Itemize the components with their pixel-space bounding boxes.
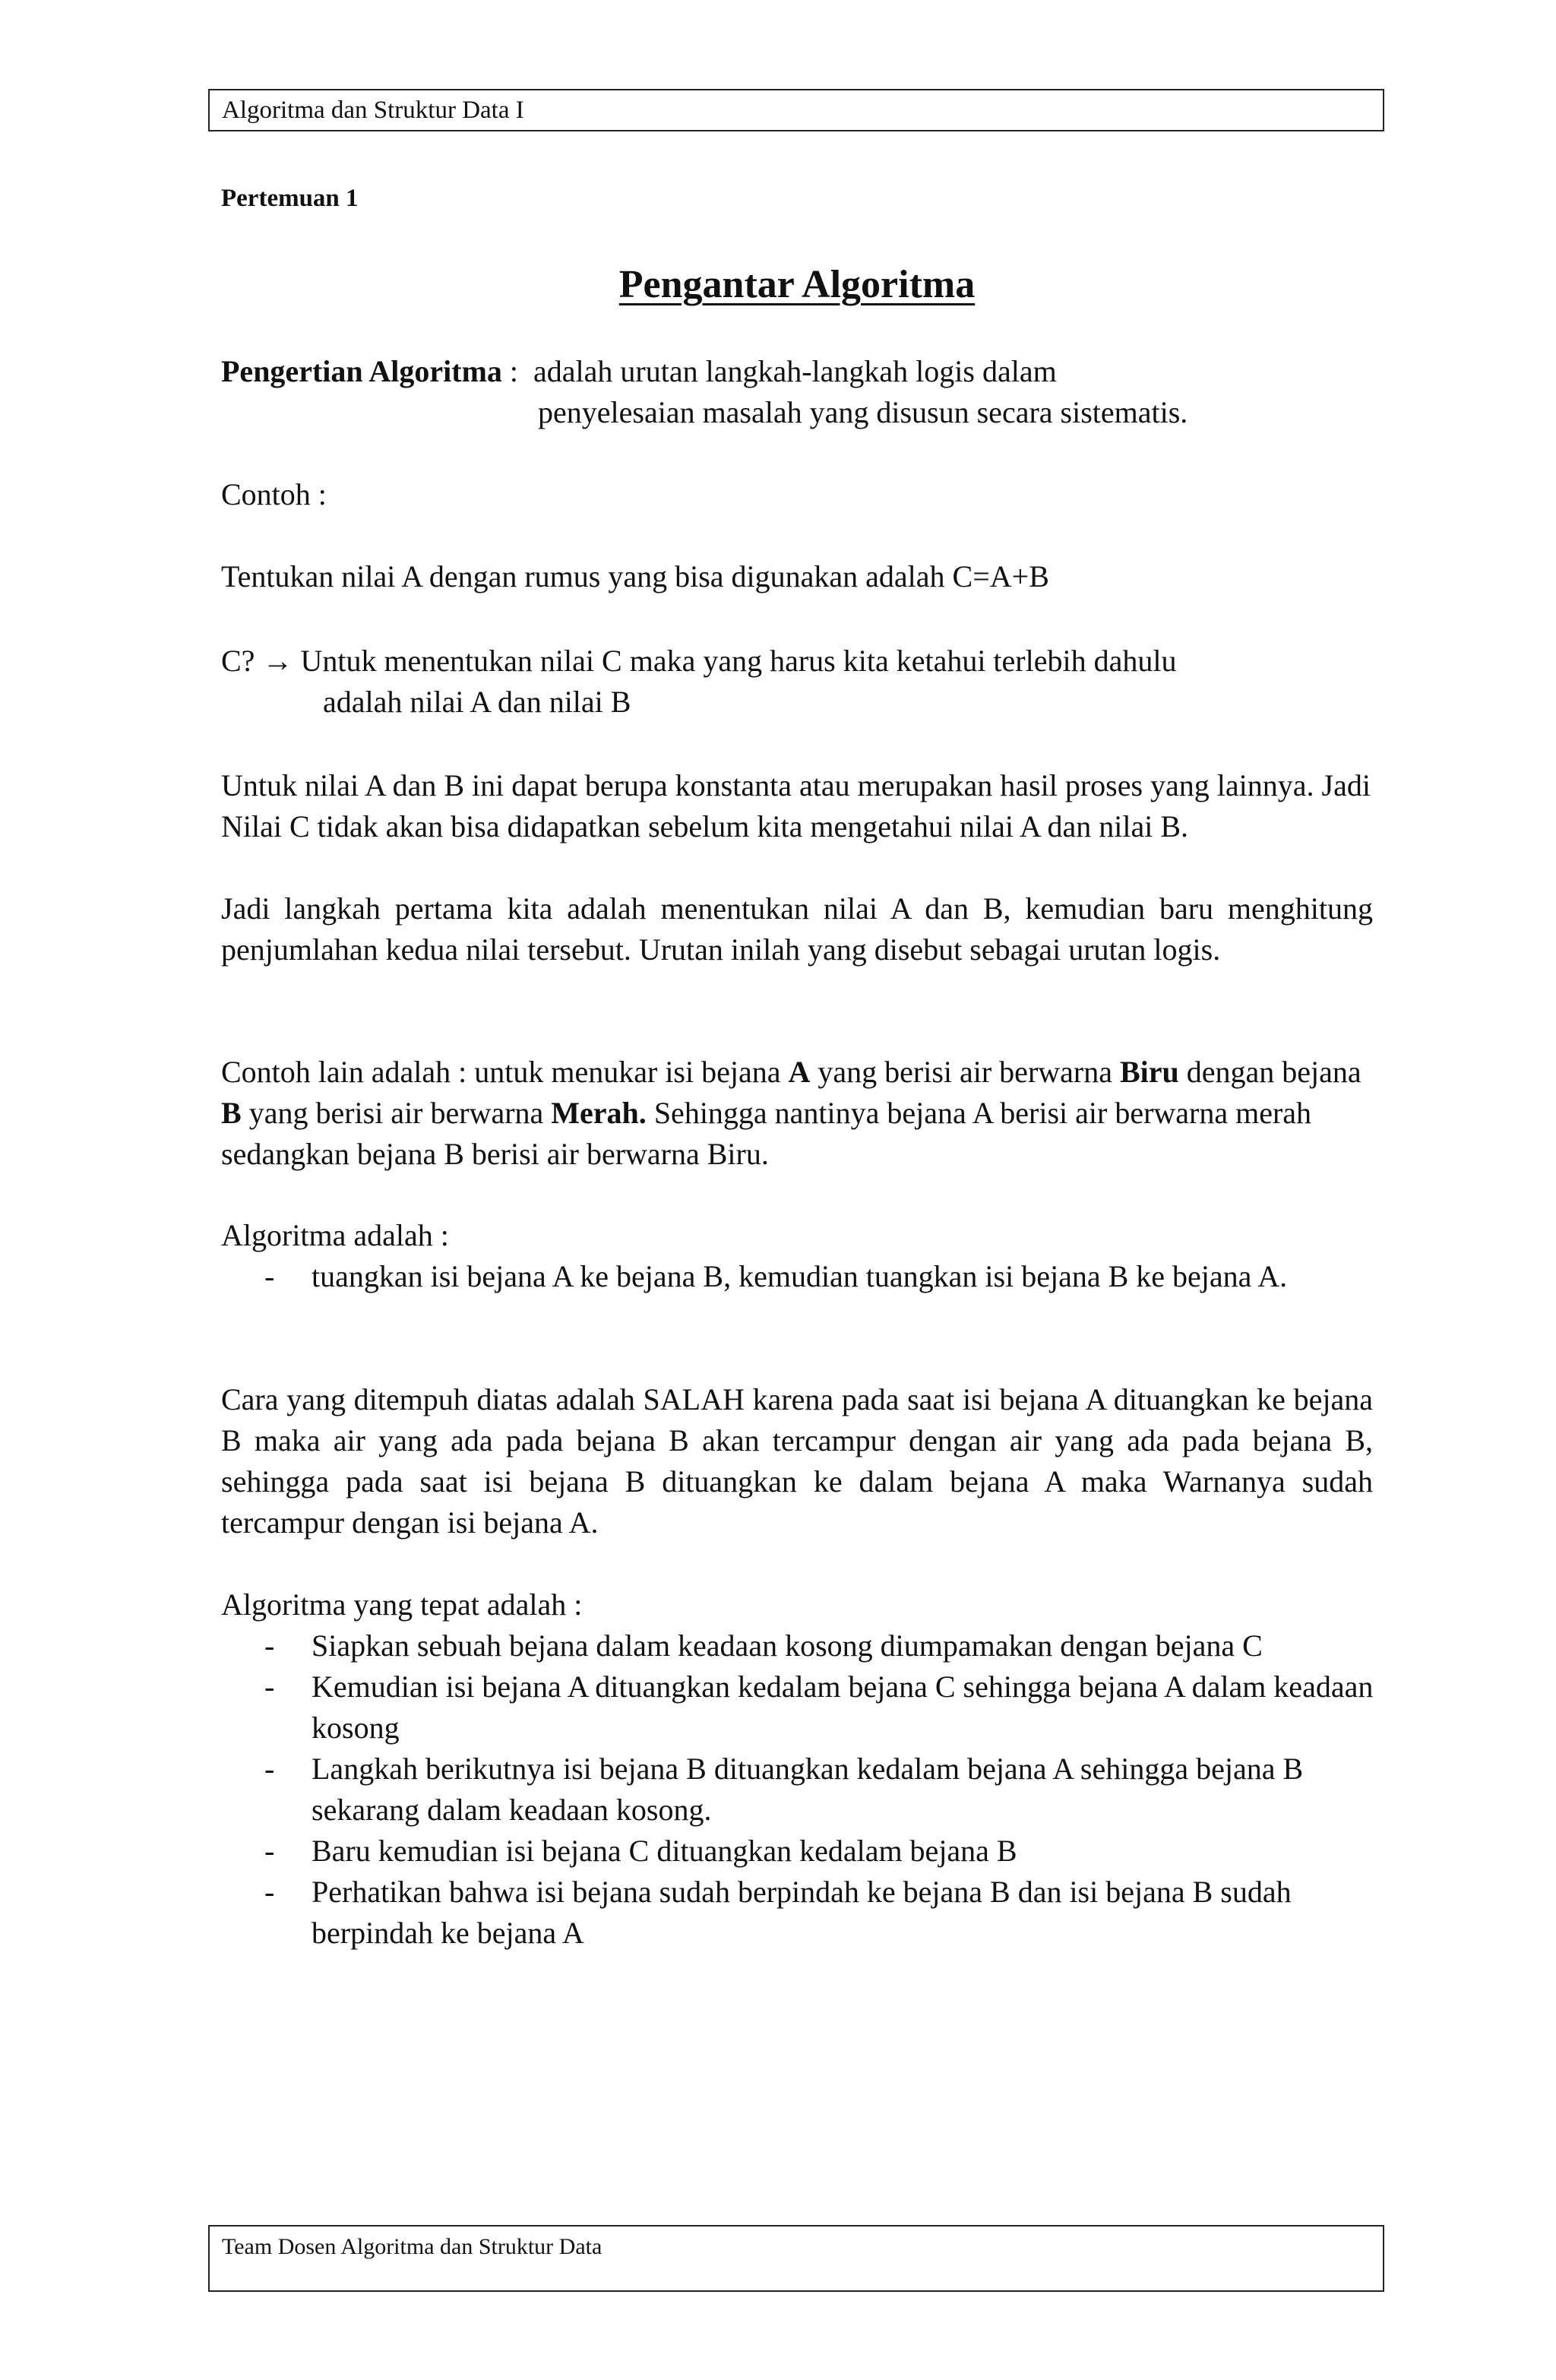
meeting-label: Pertemuan 1	[221, 185, 359, 212]
wrong-algorithm-list	[264, 1256, 1381, 1297]
paragraph-other-text-4: yang berisi air berwarna	[241, 1096, 552, 1130]
list-item-text: Perhatikan bahwa isi bejana sudah berpindah ke bejana B dan isi bejana B sudah berpindah ke bejana A	[312, 1875, 1292, 1950]
question-line-2: adalah nilai A dan nilai B	[323, 685, 631, 719]
list-item-text: tuangkan isi bejana A ke bejana B, kemudian tuangkan isi bejana B ke bejana A.	[312, 1259, 1288, 1293]
definition-text-1: adalah urutan langkah-langkah logis dalam	[533, 354, 1057, 388]
list-dash: -	[264, 1875, 275, 1909]
list-item	[264, 1872, 1381, 1954]
footer-text: Team Dosen Algoritma dan Struktur Data	[222, 2234, 602, 2259]
definition-line-2: penyelesaian masalah yang disusun secara sistematis.	[538, 395, 1188, 429]
bold-biru: Biru	[1119, 1055, 1179, 1089]
list-item-text: Siapkan sebuah bejana dalam keadaan kosong diumpamakan dengan bejana C	[312, 1628, 1263, 1663]
paragraph-other-text-1: Contoh lain adalah : untuk menukar isi bejana	[221, 1055, 789, 1089]
list-item-text: Kemudian isi bejana A dituangkan kedalam bejana C sehingga bejana A dalam keadaan kosong	[312, 1669, 1374, 1745]
question	[221, 641, 1373, 723]
definition-term: Pengertian Algoritma	[221, 354, 502, 388]
definition	[221, 351, 1373, 433]
paragraph-other-text-5: Sehingga nantinya bejana A berisi air berwarna merah sedangkan bejana B berisi air berwarna Biru.	[221, 1096, 1312, 1171]
header-text: Algoritma dan Struktur Data I	[222, 97, 524, 124]
list-item-text: Baru kemudian isi bejana C dituangkan kedalam bejana B	[312, 1834, 1017, 1868]
bold-a: A	[788, 1055, 811, 1089]
definition-separator: :	[501, 354, 534, 388]
bold-b: B	[221, 1096, 242, 1130]
example-label: Contoh :	[221, 477, 327, 511]
paragraph-other-example	[221, 1052, 1373, 1175]
list-dash: -	[264, 1628, 275, 1663]
definition-line-1	[221, 351, 1373, 392]
question-text-1: Untuk menentukan nilai C maka yang harus kita ketahui terlebih dahulu	[300, 644, 1177, 678]
arrow-icon: →	[262, 644, 293, 678]
list-dash: -	[264, 1752, 275, 1786]
question-line-1	[221, 641, 1373, 682]
paragraph-values: Untuk nilai A dan B ini dapat berupa konstanta atau merupakan hasil proses yang lainnya. Jadi Nilai C tidak akan bisa didapatkan sebelum kita mengetahui nilai A dan nilai B.	[221, 768, 1371, 843]
page-header	[208, 89, 1384, 131]
list-item	[264, 1666, 1381, 1749]
list-item	[264, 1625, 1381, 1666]
example-task: Tentukan nilai A dengan rumus yang bisa digunakan adalah C=A+B	[221, 559, 1049, 593]
wrong-algorithm-label: Algoritma adalah :	[221, 1218, 449, 1252]
paragraph-other-text-2: yang berisi air berwarna	[810, 1055, 1120, 1089]
page-title: Pengantar Algoritma	[618, 263, 976, 306]
list-item	[264, 1831, 1381, 1872]
list-item	[264, 1749, 1381, 1831]
paragraph-wrong: Cara yang ditempuh diatas adalah SALAH karena pada saat isi bejana A dituangkan ke bejana B maka air yang ada pada bejana B akan tercampur dengan air yang ada pada bejana B, sehingga pada saat isi bejana B dituangkan ke dalam bejana A maka Warnanya sudah tercampur dengan isi bejana A.	[221, 1382, 1373, 1540]
paragraph-logic: Jadi langkah pertama kita adalah menentukan nilai A dan B, kemudian baru menghitung penjumlahan kedua nilai tersebut. Urutan inilah yang disebut sebagai urutan logis.	[221, 891, 1373, 967]
list-dash: -	[264, 1834, 275, 1868]
page-footer	[208, 2225, 1384, 2292]
list-dash: -	[264, 1259, 275, 1293]
list-dash: -	[264, 1669, 275, 1704]
correct-algorithm-label: Algoritma yang tepat adalah :	[221, 1587, 583, 1622]
bold-merah: Merah.	[551, 1096, 647, 1130]
paragraph-other-text-3: dengan bejana	[1178, 1055, 1362, 1089]
list-item-text: Langkah berikutnya isi bejana B dituangkan kedalam bejana A sehingga bejana B sekarang dalam keadaan kosong.	[312, 1752, 1304, 1827]
question-prefix: C?	[221, 644, 255, 678]
correct-algorithm-list	[264, 1625, 1381, 1954]
list-item	[264, 1256, 1381, 1297]
